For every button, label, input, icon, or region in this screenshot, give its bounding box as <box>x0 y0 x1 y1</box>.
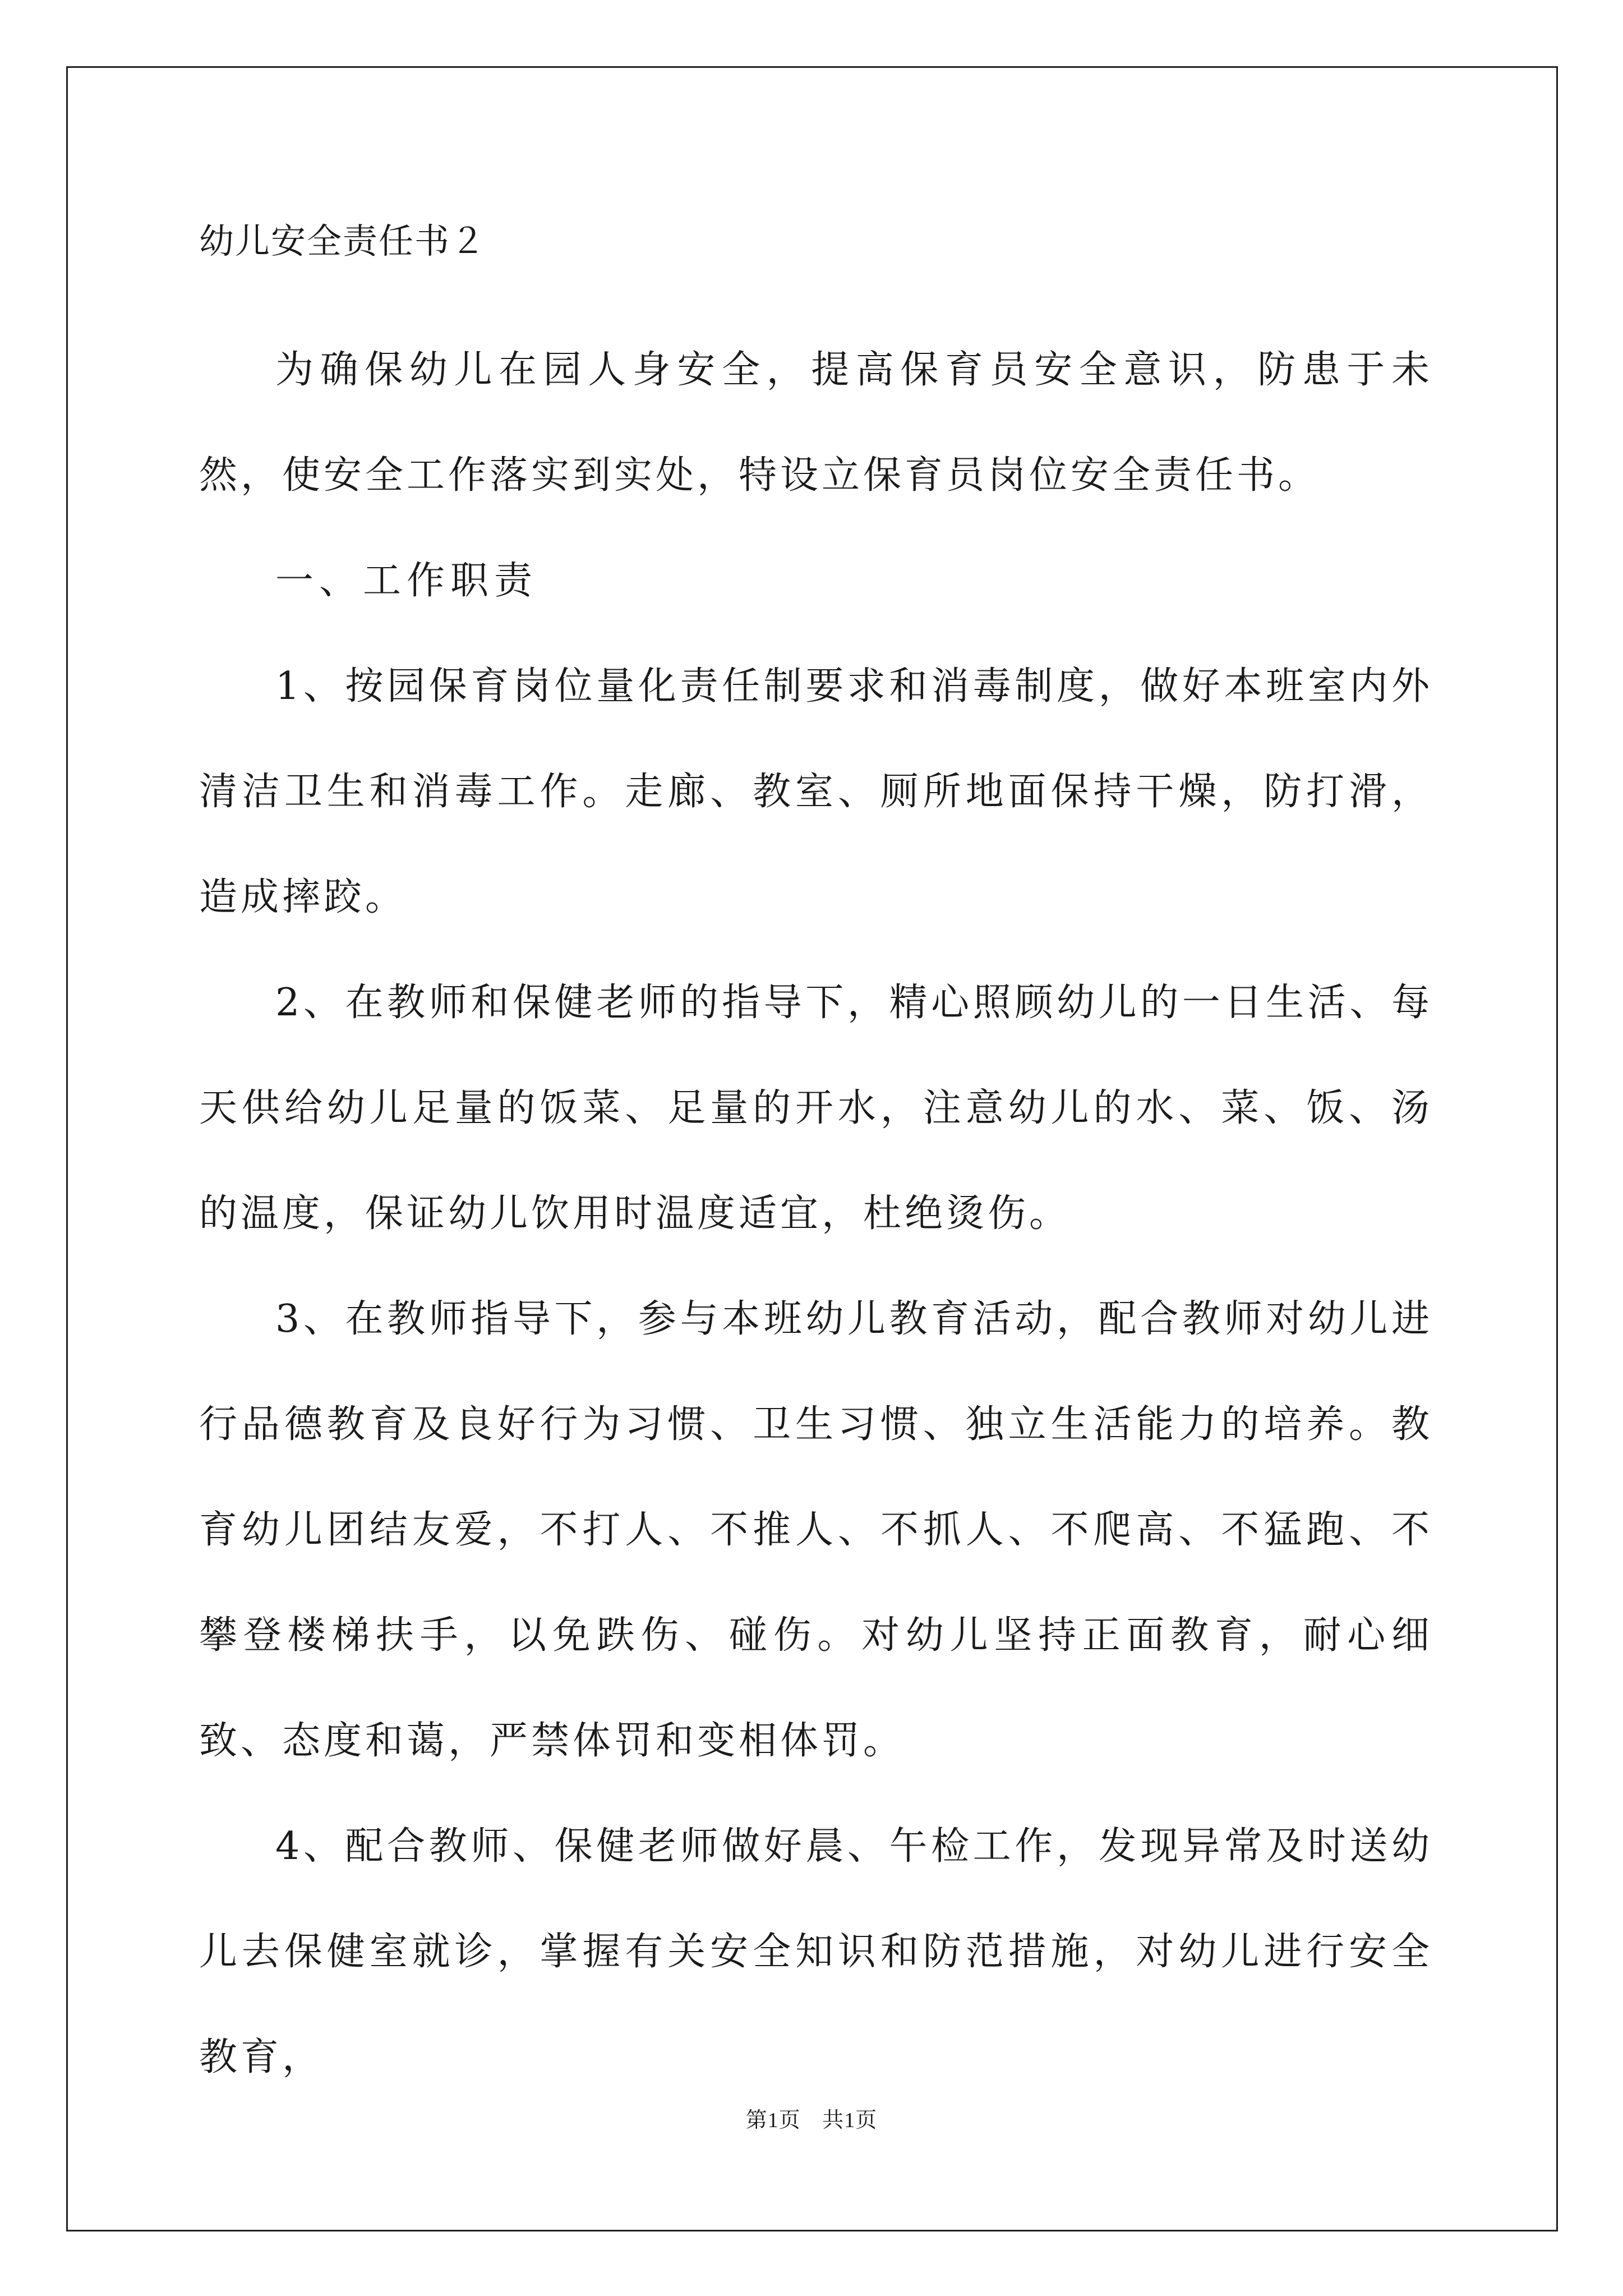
document-title: 幼儿安全责任书２ <box>199 220 487 261</box>
page-number-total: 共1页 <box>822 2109 878 2132</box>
paragraph-intro: 为确保幼儿在园人身安全，提高保育员安全意识，防患于未然，使安全工作落实到实处，特设立保育员岗位安全责任书。 <box>199 348 1433 498</box>
page-number-current: 第1页 <box>745 2109 801 2132</box>
section-heading-duties: 一、工作职责 <box>275 559 538 603</box>
document-body <box>199 213 1433 2110</box>
paragraph-item-3: 3、在教师指导下，参与本班幼儿教育活动，配合教师对幼儿进行品德教育及良好行为习惯、卫生习惯、独立生活能力的培养。教育幼儿团结友爱，不打人、不推人、不抓人、不爬高、不猛跑、不攀登楼梯扶手，以免跌伤、碰伤。对幼儿坚持正面教育，耐心细致、态度和蔼，严禁体罚和变相体罚。 <box>199 1297 1433 1763</box>
paragraph-item-4: 4、配合教师、保健老师做好晨、午检工作，发现异常及时送幼儿去保健室就诊，掌握有关安全知识和防范措施，对幼儿进行安全教育， <box>199 1824 1433 2079</box>
page-footer <box>0 2102 1623 2133</box>
paragraph-item-1: 1、按园保育岗位量化责任制要求和消毒制度，做好本班室内外清洁卫生和消毒工作。走廊、教室、厕所地面保持干燥，防打滑，造成摔跤。 <box>199 664 1433 919</box>
paragraph-item-2: 2、在教师和保健老师的指导下，精心照顾幼儿的一日生活、每天供给幼儿足量的饭菜、足量的开水，注意幼儿的水、菜、饭、汤的温度，保证幼儿饮用时温度适宜，杜绝烫伤。 <box>199 981 1433 1236</box>
